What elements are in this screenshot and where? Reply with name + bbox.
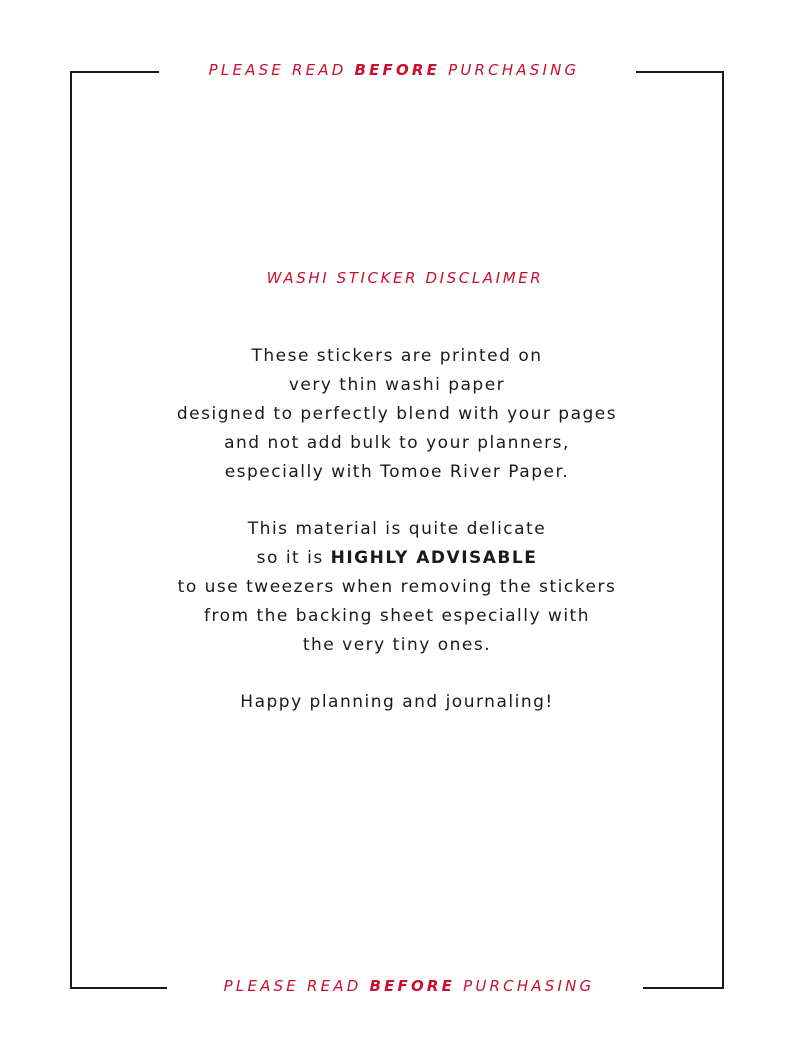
paragraph-line: designed to perfectly blend with your pages (176, 404, 618, 424)
closing-text: Happy planning and journaling! (240, 692, 554, 712)
paragraph-line-emphasis (0, 544, 794, 573)
bottom-banner-suffix: PURCHASING (455, 977, 595, 995)
paragraph-line: and not add bulk to your planners, (224, 433, 570, 453)
top-banner (0, 60, 791, 80)
highly-advisable-text: HIGHLY ADVISABLE (330, 548, 538, 568)
top-banner-emphasis: BEFORE (354, 61, 441, 79)
bottom-banner (12, 976, 794, 996)
paragraph-line: very thin washi paper (288, 375, 506, 395)
paragraph-line: especially with Tomoe River Paper. (224, 462, 570, 482)
paragraph-line: to use tweezers when removing the stickers (177, 577, 617, 597)
paragraph-line: the very tiny ones. (302, 635, 492, 655)
disclaimer-heading: WASHI STICKER DISCLAIMER (266, 269, 544, 287)
top-banner-suffix: PURCHASING (440, 61, 580, 79)
bottom-banner-prefix: PLEASE READ (223, 977, 370, 995)
paragraph-advice (0, 515, 794, 660)
paragraph-line: from the backing sheet especially with (203, 606, 590, 626)
paragraph-line: These stickers are printed on (251, 346, 543, 366)
closing-line (0, 688, 794, 717)
paragraph-intro (0, 342, 794, 487)
bottom-banner-emphasis: BEFORE (369, 977, 456, 995)
advice-prefix: so it is (256, 548, 331, 568)
paragraph-line: This material is quite delicate (247, 519, 547, 539)
top-banner-prefix: PLEASE READ (208, 61, 355, 79)
